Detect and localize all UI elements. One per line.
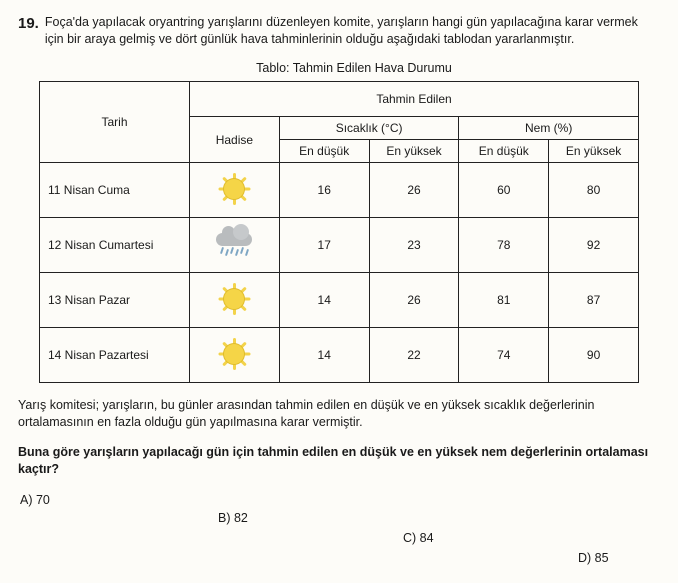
row-icon-cell <box>190 273 280 328</box>
option-d[interactable]: D) 85 <box>578 551 609 565</box>
option-b[interactable]: B) 82 <box>218 511 248 525</box>
row-temp-min: 16 <box>279 163 369 218</box>
table-caption: Tablo: Tahmin Edilen Hava Durumu <box>256 61 452 75</box>
header-tahmin-edilen: Tahmin Edilen <box>190 82 639 117</box>
header-tarih: Tarih <box>40 82 190 163</box>
header-nem-max: En yüksek <box>549 140 639 163</box>
row-date: 11 Nisan Cuma <box>40 163 190 218</box>
row-hum-min: 74 <box>459 328 549 383</box>
table-row <box>40 273 639 328</box>
explanation-text: Yarış komitesi; yarışların, bu günler arasından tahmin edilen en düşük ve en yüksek sıcaklık değerlerinin ortalamasının en fazla olduğu gün yapılmasına karar vermiştir. <box>18 398 595 429</box>
row-temp-max: 23 <box>369 218 459 273</box>
row-date: 13 Nisan Pazar <box>40 273 190 328</box>
sun-icon <box>212 337 256 371</box>
row-temp-max: 22 <box>369 328 459 383</box>
sun-icon <box>212 282 256 316</box>
option-c[interactable]: C) 84 <box>403 531 434 545</box>
rain-cloud-icon <box>212 227 256 261</box>
question-prompt: Buna göre yarışların yapılacağı gün için tahmin edilen en düşük ve en yüksek nem değerlerinin ortalaması kaçtır? <box>18 445 649 476</box>
row-hum-max: 80 <box>549 163 639 218</box>
header-nem-min: En düşük <box>459 140 549 163</box>
row-hum-min: 60 <box>459 163 549 218</box>
header-nem: Nem (%) <box>459 117 639 140</box>
question-number: 19. <box>18 15 39 32</box>
row-hum-max: 92 <box>549 218 639 273</box>
header-sicaklik-max: En yüksek <box>369 140 459 163</box>
option-a[interactable]: A) 70 <box>20 493 50 507</box>
question-stem: Foça'da yapılacak oryantring yarışlarını düzenleyen komite, yarışların hangi gün yapılacağına karar vermek için bir araya gelmiş ve dört günlük hava tahminlerinin olduğu aşağıdaki tablodan yararlanmıştır. <box>44 15 638 46</box>
header-sicaklik: Sıcaklık (°C) <box>279 117 459 140</box>
row-icon-cell <box>190 218 280 273</box>
row-hum-max: 90 <box>549 328 639 383</box>
answer-options <box>18 493 660 567</box>
table-row <box>40 328 639 383</box>
row-icon-cell <box>190 328 280 383</box>
row-temp-max: 26 <box>369 273 459 328</box>
row-temp-min: 14 <box>279 273 369 328</box>
table-row <box>40 218 639 273</box>
header-sicaklik-min: En düşük <box>279 140 369 163</box>
row-temp-min: 14 <box>279 328 369 383</box>
row-hum-min: 81 <box>459 273 549 328</box>
question-header <box>18 14 660 47</box>
row-icon-cell <box>190 163 280 218</box>
row-date: 14 Nisan Pazartesi <box>40 328 190 383</box>
row-date: 12 Nisan Cumartesi <box>40 218 190 273</box>
weather-table <box>39 81 639 383</box>
row-hum-min: 78 <box>459 218 549 273</box>
row-temp-min: 17 <box>279 218 369 273</box>
sun-icon <box>212 172 256 206</box>
row-temp-max: 26 <box>369 163 459 218</box>
table-header-row-1 <box>40 82 639 117</box>
row-hum-max: 87 <box>549 273 639 328</box>
header-hadise: Hadise <box>190 117 280 163</box>
table-row <box>40 163 639 218</box>
